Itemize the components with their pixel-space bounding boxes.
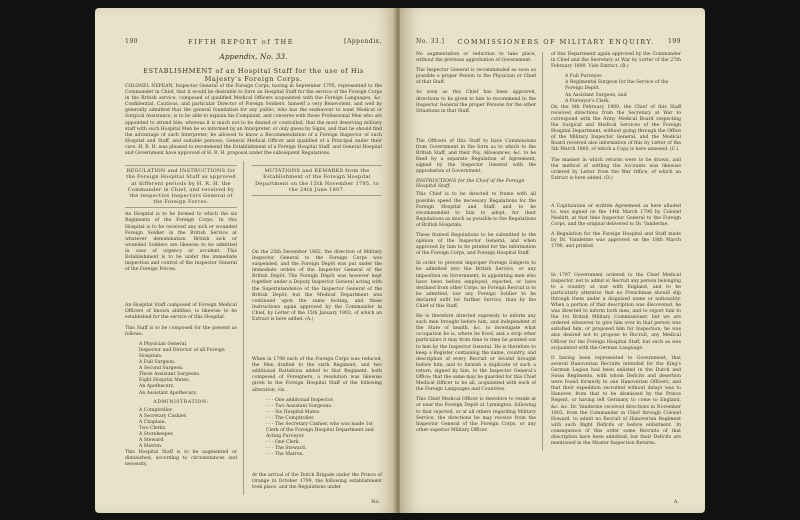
regulations-heading: REGULATION and INSTRUCTIONS for the Foreign Hospital Staff as approved at different periods by H. R. H. the Commander in Chief, and received by the respective Inspectors General of the Foreign Forces. bbox=[125, 165, 237, 208]
list-item: A Regimental Surgeon for the Service of the Foreign Depôt. bbox=[565, 80, 669, 92]
mutations-text-4: A Capitulation or written Agreement as here alluded to, was signed on the 14th March 1796 by Colonel Nesbitt, at that time Inspector General to the Foreign Corps, and the original delivered to Dr. Vanderme. bbox=[551, 203, 681, 228]
regulations-text-3: This Staff is to be composed for the present as follows: bbox=[125, 325, 237, 337]
mutations-heading: MUTATIONS and REMARKS from the Establishment of the Foreign Hospital Department on the 15th November 1795, to the 24th June 1807. bbox=[252, 165, 382, 196]
mutations-text-5: A Regulation for the Foreign Hospital and Staff made by Dr. Vanderme was approved on the 18th March 1796, and printed. bbox=[551, 232, 681, 250]
instructions-text-2: These framed Regulations to be submitted to the opinion of the Inspector General; and when approved by him to be printed for the information of the Foreign Corps, and Foreign Hospital Staff. bbox=[416, 232, 536, 257]
list-item: - - - One Clerk. bbox=[266, 440, 301, 446]
regulations-text-2: An Hospital Staff composed of Foreign Medical Officers of known abilities, is likewise to be established for the service of this Hospital. bbox=[125, 303, 237, 321]
mutations-text-7: It having been represented to Government, that several Hanoverian Recruits intended for the King's German Legion had been enlisted in the Dutch and Swiss Regiments, with whom Deficits and desertion were found formerly to one Hanoverian Officers, and that their expedition recruited without delays was to Hanover, from that to be dismissed by the Prince Regent, or having left Germany to come to England, &c. &c. Dr. Vanderme received directions in November 1803, from the Commander in Chief through Colonel Howard, to admit no Recruit of Hanoverian Regiment with such Right Deficits or before enlistment. In consequence of this order some Recruits of that description have been admitted; but their Deficits are mentioned in the Muster Inspection Returns. bbox=[551, 355, 681, 447]
running-title: FIFTH REPORT of THE bbox=[188, 38, 294, 46]
list-item: An Assistant Apothecary. bbox=[139, 390, 197, 396]
mutations-column bbox=[252, 161, 382, 495]
list-item: A Physician General. bbox=[139, 341, 188, 347]
list-item: - - - One additional Inspector. bbox=[266, 397, 334, 403]
instructions-text-3: In order to prevent improper Foreign Subjects to be admitted into the British Service, or any imposition on Government, in appointing men who have been before employed, rejected, or have declined from other Corps, no Foreign Recruit is to be admitted, nor any Foreign Soldier to be declared unfit for further Service, than by the Chief of this Staff. bbox=[416, 261, 536, 309]
list-item: - - - The Matron. bbox=[266, 452, 304, 458]
two-column-section bbox=[416, 52, 681, 451]
list-item: - - - The Comptroller. bbox=[266, 415, 315, 421]
list-item: - - - Six Hospital Mates. bbox=[266, 409, 321, 415]
list-item: A Comptroller. bbox=[139, 407, 173, 413]
mutations-list bbox=[551, 74, 681, 104]
two-column-section bbox=[125, 161, 382, 495]
page-number: 190 bbox=[125, 38, 138, 45]
intro-paragraph: COLONEL NEPEAN, Inspector General of the Foreign Corps, having in September 1795, represented to the Commander in Chief, that it would be desirable to form an Hospital Staff for the service of the Foreign Corps in the British service, composed of qualified Medical Officers acquainted with the Foreign Languages, &c. Confidential, Cautious, and particular Director of Foreign Soldiers, himself a very Benevolent, and well by generally admitted that the general foundation for any public, who has the endeavour to want Medical or Surgical Assistance, is to be able to explain his Complaint, and converse with those Professional Men who are appointed to attend him; whereas it is much not to be denied or controlled, that the most deserving military staff with such Hospital Men be so informed by an Interpreter, or only guess by Signs, and that he should find the advantage of such Interpreter, be allowed to know a Recommendation of a Foreign Inspector of such Hospital and Staff, and suitable persons, General Medical Officer and qualified of a Principal under their care. H. R. H. was pleased to recommend the Establishment of a Foreign Hospital Staff, and General Hospital and Government have approved of H. R. H. proposal under the subsequent Regulations. bbox=[125, 84, 382, 157]
running-bracket: [Appendix, bbox=[344, 38, 382, 45]
list-item: A Storekeeper. bbox=[139, 431, 174, 437]
administration-list bbox=[125, 408, 237, 451]
list-item: Eight Hospital Mates. bbox=[139, 378, 190, 384]
mutations-text-2: When in 1798 each of the Foreign Corps was reduced, the Men drafted to the sixth Regiment, and two additional Battalions added to that Regiment, both composed of Foreigners, a resolution was likewise given to the Foreign Hospital Staff of the following alteration, viz. bbox=[252, 357, 382, 393]
regulations-text-2: The Inspector General is recommended as soon as possible a proper Person to the Physician or Chief of that Staff. bbox=[416, 68, 536, 86]
mutations-text-3: At the arrival of the Dutch Brigade under the Prince of Orange in October 1799, the following establishment took place, and the Regulations under bbox=[252, 472, 382, 490]
mutations-column bbox=[551, 52, 681, 451]
instructions-text-5: This Chief Medical Officer is therefore to reside at or near the Foreign Depôt at Lymington, following to that rejected, or at all others regarding Military Service, the directions he may receive from the Inspector General of the Foreign Corps, or any other superior Military Officer. bbox=[416, 397, 536, 433]
mutations-text-2: On the 8th February 1800, the Chief of this Staff received directions from the Secretary at War to correspond with the Army Medical Board respecting the Surgical and Medical Services of the Foreign Hospital Department, without going through the Office of the Military Inspector General, and the Medical Board received also information of this by Letter of the 5th March 1800, of which a Copy is here annexed. (C.) bbox=[551, 104, 681, 153]
staff-list bbox=[125, 342, 237, 397]
list-item: An Assistant Surgeon, and bbox=[565, 92, 627, 98]
list-item: A Secretary Cashier. bbox=[139, 413, 187, 419]
list-item: A Full Purveyor. bbox=[565, 74, 603, 80]
list-item: Two Clerks. bbox=[139, 425, 167, 431]
administration-heading: ADMINISTRATION: bbox=[153, 399, 209, 405]
regulations-text-4: This Hospital Staff is to be augmented or diminished, according to circumstances and necessity. bbox=[125, 450, 237, 468]
list-item: A Matron. bbox=[139, 444, 163, 450]
page-number: 199 bbox=[668, 38, 681, 45]
mutations-text: On the 25th December 1802, the direction of Military Inspector General to the Foreign Corps was suspended, and the Foreign Depôt was put under the immediate orders of the Inspector General of the British Depôt. The Foreign Depôt was however kept together under a Deputy Inspector General acting with the Superintendence of the Inspector General of the British Depôt, but the Medical Department was continued upon the same footing, and these Instructions again approved by the Commander in Chief, by Letter of the 15th January 1803, of which an Extract is here added. (A.) bbox=[252, 249, 382, 322]
list-item: Three Assistant Surgeons. bbox=[139, 372, 201, 378]
instructions-text: This Chief is to be directed to frame with all possible speed the necessary Regulations for the Foreign Hospital and Staff, and to be recommended to him to adopt, for their Regulations as much as possible to the Regulations of British Hospitals. bbox=[416, 192, 536, 228]
list-item: - - - The Steward. bbox=[266, 446, 307, 452]
catchword: No. bbox=[371, 499, 380, 505]
list-item: - - - The Secretary Cashier, who was made 1st Clerk of the Foreign Hospital Department and Acting Purveyor. bbox=[266, 422, 374, 440]
running-left: No. 33.] bbox=[416, 38, 445, 45]
catchword: A. bbox=[673, 499, 679, 505]
mutations-text-6: In 1797 Government ordered to the Chief Medical Inspector, not to admit or Recruit any person belonging to a country at war with England, and to be particularly attentive that no Frenchman should slip through them under a disguised name or nationality. When a portion of that description was discovered, he was directed to inform both men, and to report him to the 1st British Military Commissioner, but we are ordered whenever to give him over in that person was satisfied him, or proposed him for Inspection; he was also desired not to propose to Recruit, any Medical Officer for the Foreign Hospital Staff, but such as was acquainted with the German Language. bbox=[551, 272, 681, 351]
list-item: A Second Surgeon. bbox=[139, 366, 184, 372]
list-item: A Chaplain. bbox=[139, 419, 167, 425]
list-item: A Purveyor's Clerk. bbox=[565, 98, 611, 104]
instructions-heading: INSTRUCTIONS for the Chief of the Foreign Hospital Staff. bbox=[416, 179, 525, 190]
instructions-text-4: He is therefore directed expressly to inform any such men brought before him, and independent of the State of health, &c. to investigate what occupation he is, where he lived, and a strip other particulars it may from time to time be pointed out to him by the Inspector General. He is therefore to keep a Register containing the name, country, and description of every Recruit or Invalid brought before him, and to furnish a duplicate of such a return, signed by him, to the Inspector General's Office; that the same may be guarded for this Chief Medical Officer to be all, acquainted with each of the Foreign Languages and Countries. bbox=[416, 314, 537, 393]
regulations-text-3: As soon as this Chief has been approved, directions to be given to him to recommend to the Inspector General the proper Persons for the other Situations in that Staff. bbox=[416, 90, 536, 114]
regulations-column bbox=[416, 52, 543, 451]
list-item: An Apothecary. bbox=[139, 384, 175, 390]
mutations-text: of this Department again approved by the Commander in Chief and the Secretary at War by Letter of the 27th February 1800. Vide Extract. (B.) bbox=[551, 52, 681, 70]
running-head bbox=[416, 38, 681, 46]
right-page bbox=[400, 8, 705, 513]
regulations-text-4: The Officers of this Staff to have Commissions from Government in the form as to which to the British Staff, and their Pay, Allowances, &c. to be fixed by a separate Regulation of Agreement, signed by the Inspector General with the approbation of Government. bbox=[416, 138, 536, 175]
running-head bbox=[125, 38, 382, 46]
list-item: Inspector and Director of all Foreign Hospitals. bbox=[139, 347, 225, 359]
list-item: A Steward. bbox=[139, 438, 165, 444]
open-book bbox=[95, 0, 705, 520]
mutations-list bbox=[252, 398, 382, 459]
regulations-text: An Hospital is to be formed to which the six Regiments of the Foreign Corps. In this Hospital is to be received any sick or wounded Foreign Soldier in the British Service at whatever denomination. British sick or wounded Soldiers are likewise to be admitted in case of urgency or accident. This Establishment is to be under the immediate inspection and control of the Inspector General of the Foreign Forces. bbox=[125, 212, 237, 273]
list-item: - - - Two Assistant Surgeons. bbox=[266, 403, 333, 409]
regulations-column bbox=[125, 161, 244, 495]
appendix-label: Appendix, No. 33. bbox=[219, 52, 288, 61]
establishment-title: ESTABLISHMENT of an Hospital Staff for the use of His Majesty's Foreign Corps. bbox=[143, 67, 364, 83]
regulations-text: No augmentation or reduction to take place, without the previous approbation of Government. bbox=[416, 52, 536, 64]
list-item: A Full Surgeon. bbox=[139, 360, 176, 366]
mutations-text-3: The manner in which returns were to be drawn, and the method of settling the Accounts was likewise ordered by Letter from the War Office, of which an Extract is here added. (D.) bbox=[551, 157, 681, 181]
running-title: COMMISSIONERS OF MILITARY ENQUIRY. bbox=[457, 38, 655, 46]
left-page bbox=[95, 8, 396, 513]
